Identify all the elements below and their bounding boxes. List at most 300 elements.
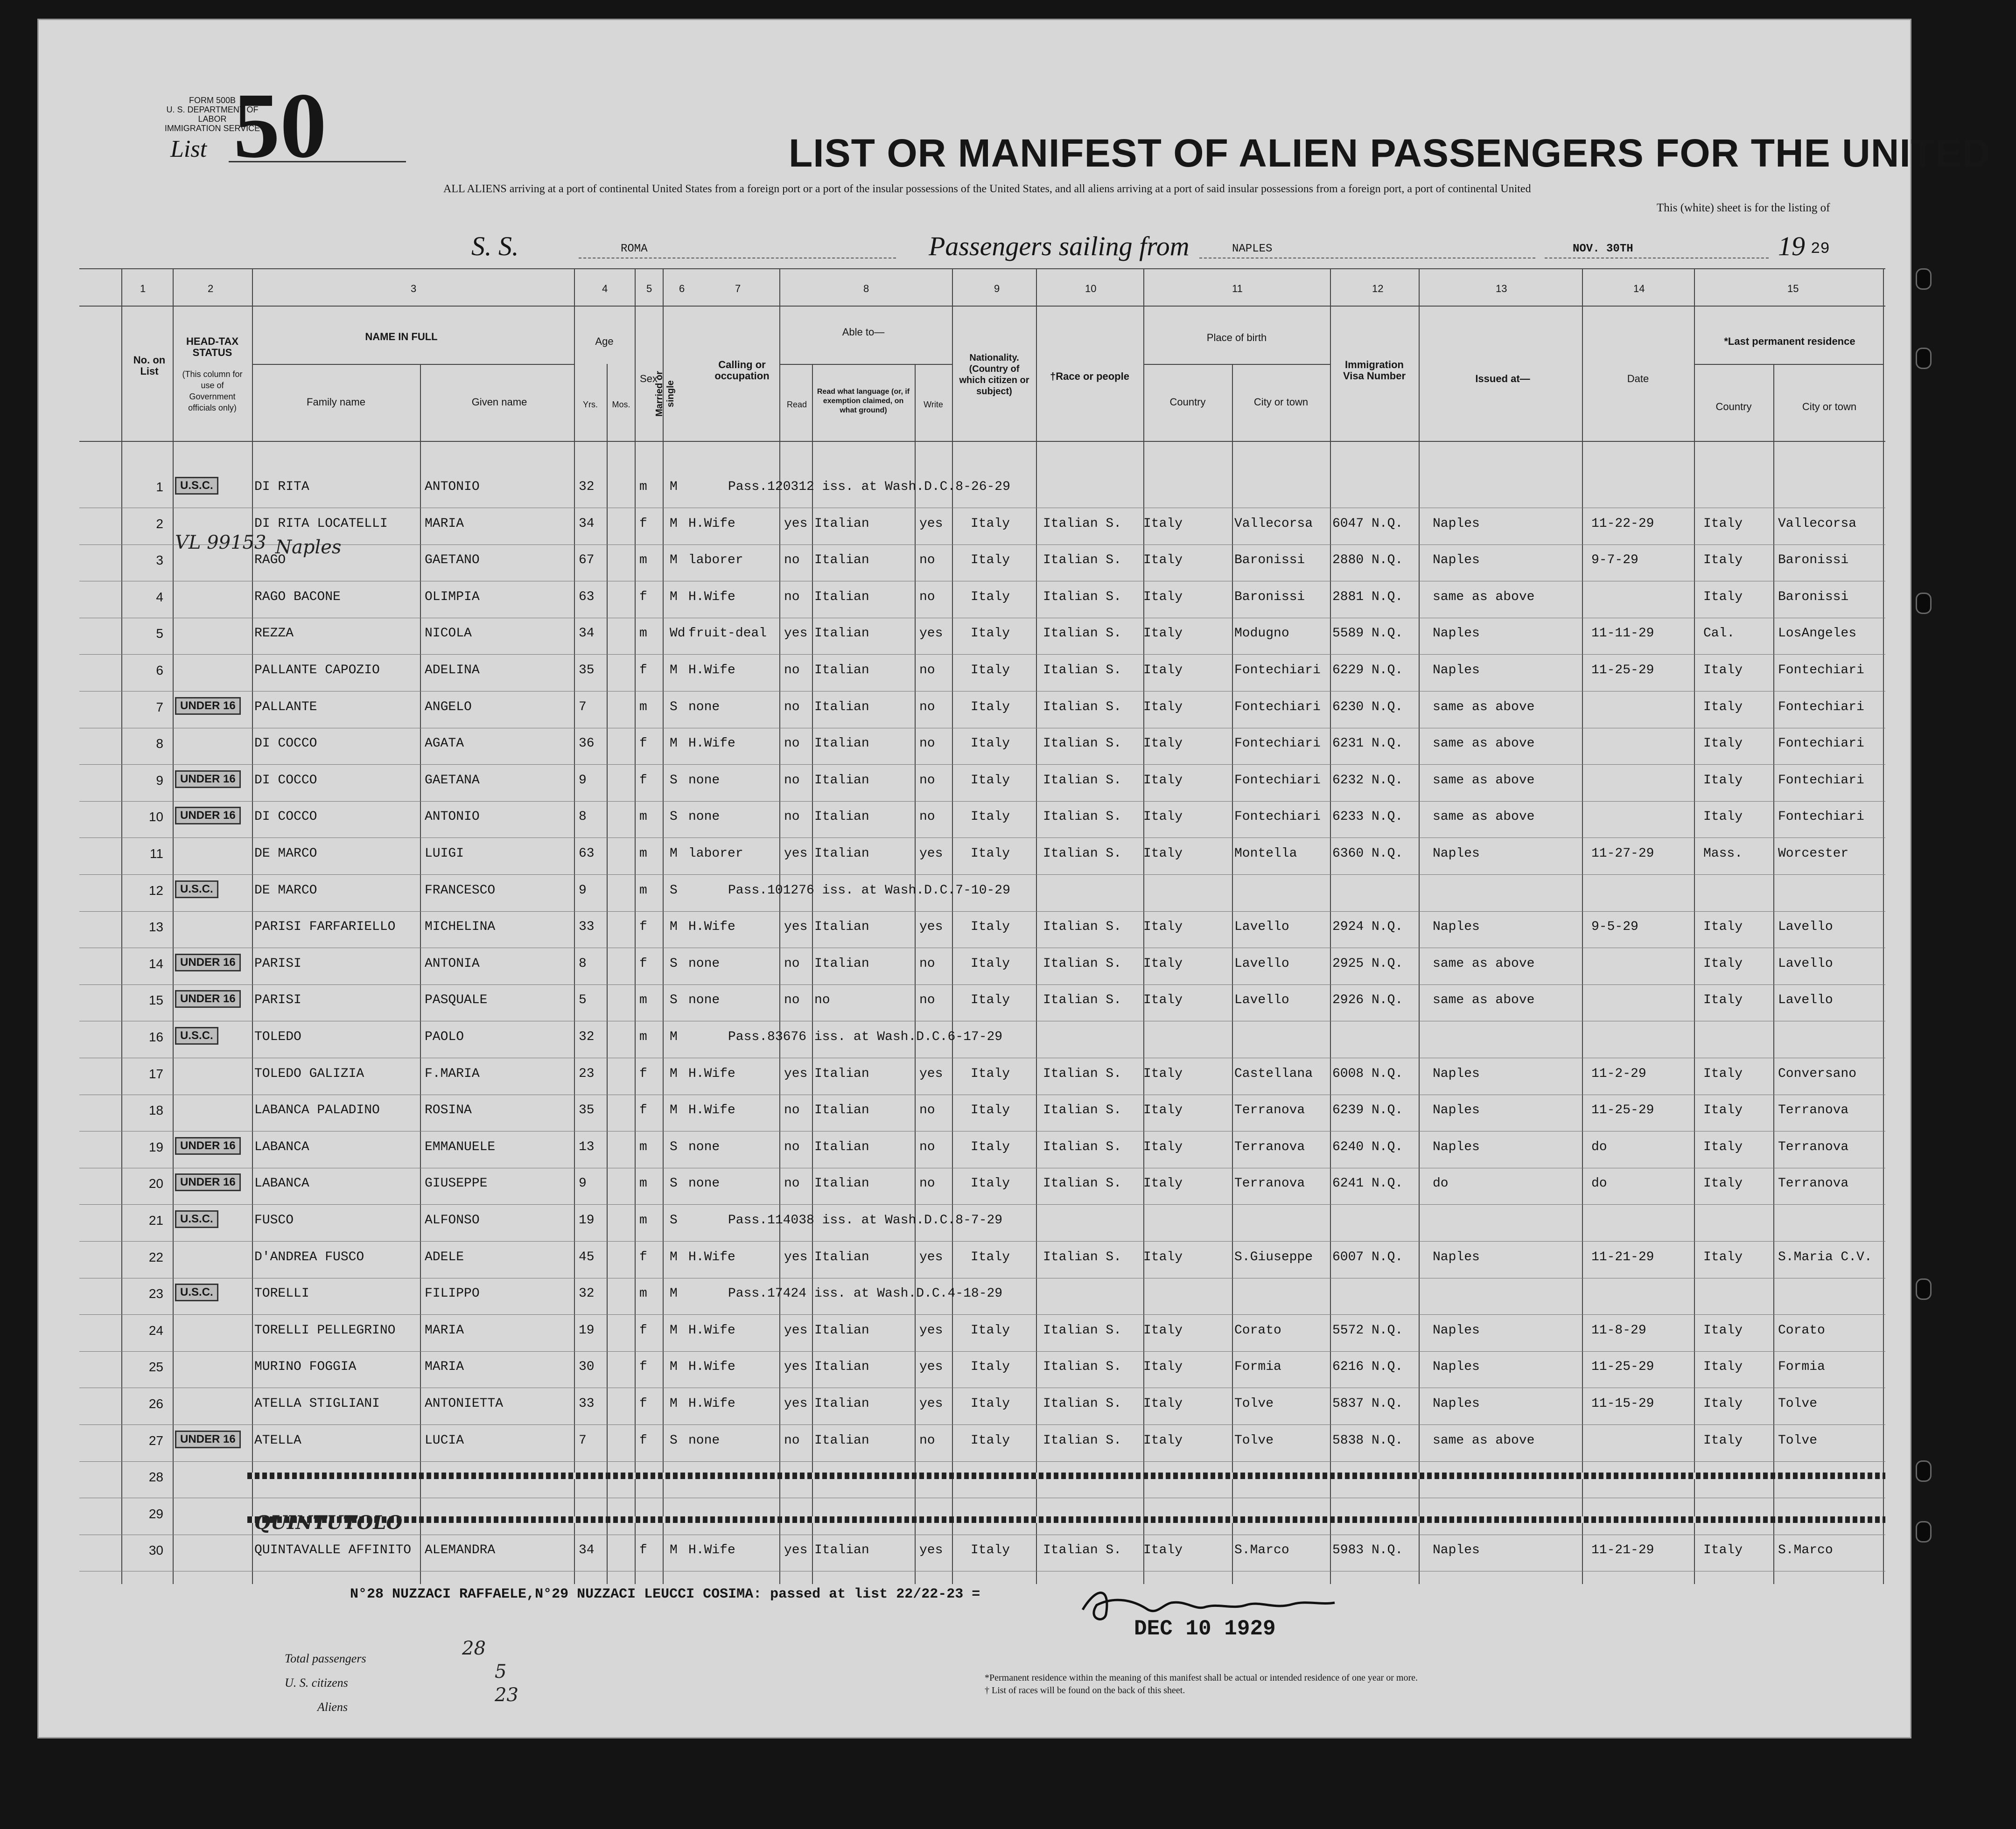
row-number: 29 [148, 1506, 163, 1521]
header-read-language: Read what language (or, if exemption claimed, on what ground) [817, 388, 910, 414]
birth-country: Italy [1143, 1176, 1183, 1191]
residence-city: Baronissi [1778, 589, 1849, 604]
table-row [79, 838, 1885, 875]
row-number: 11 [149, 846, 163, 861]
issue-date: 11-21-29 [1591, 1543, 1654, 1558]
row-number: 16 [148, 1030, 163, 1044]
table-row [79, 948, 1885, 985]
table-row [79, 1388, 1885, 1425]
can-read: yes [784, 920, 808, 935]
row-number: 18 [148, 1103, 163, 1118]
issued-at: Naples [1433, 1066, 1480, 1081]
residence-city: Tolve [1778, 1433, 1818, 1448]
aliens-value: 23 [495, 1684, 518, 1706]
visa-number: 6047 N.Q. [1332, 516, 1403, 531]
header-name-in-full: NAME IN FULL [365, 331, 438, 342]
handwritten-visa-ref: VL 99153 [175, 532, 266, 553]
family-name: DI COCCO [254, 773, 317, 788]
read-language: Italian [814, 1543, 869, 1558]
family-name: D'ANDREA FUSCO [254, 1250, 364, 1264]
given-name: ANTONIETTA [425, 1396, 504, 1411]
issue-date: 11-21-29 [1591, 1250, 1654, 1264]
sex: m [639, 1176, 647, 1191]
issued-at: same as above [1433, 589, 1535, 604]
row-number: 3 [156, 553, 163, 568]
issue-date: 11-8-29 [1591, 1323, 1646, 1338]
birth-city: Fontechiari [1234, 773, 1321, 788]
can-read: yes [784, 1360, 808, 1375]
race: Italian S. [1043, 663, 1122, 677]
age-years: 34 [579, 1543, 595, 1558]
can-read: yes [784, 1323, 808, 1338]
table-row [79, 984, 1885, 1021]
birth-city: Terranova [1234, 1139, 1305, 1154]
birth-country: Italy [1143, 920, 1183, 935]
nationality: Italy [971, 589, 1010, 604]
family-name: LABANCA [254, 1176, 309, 1191]
can-write: yes [919, 626, 943, 641]
race: Italian S. [1043, 1396, 1122, 1411]
birth-country: Italy [1143, 736, 1183, 751]
nationality: Italy [971, 1543, 1010, 1558]
birth-country: Italy [1143, 1433, 1183, 1448]
sex: f [639, 663, 647, 677]
header-calling: Calling or occupation [714, 359, 770, 382]
ss-label: S. S. [471, 231, 519, 261]
marital-status: M [670, 480, 678, 494]
given-name: GIUSEPPE [425, 1176, 488, 1191]
nationality: Italy [971, 1360, 1010, 1375]
col-number: 1 [140, 283, 146, 294]
family-name: ATELLA STIGLIANI [254, 1396, 380, 1411]
birth-city: Tolve [1234, 1396, 1274, 1411]
aliens-label: Aliens [317, 1700, 348, 1714]
age-years: 7 [579, 1433, 587, 1448]
residence-country: Italy [1703, 956, 1743, 971]
birth-country: Italy [1143, 993, 1183, 1008]
sex: m [639, 846, 647, 861]
sex: f [639, 1396, 647, 1411]
visa-number: 5838 N.Q. [1332, 1433, 1403, 1448]
row-number: 14 [148, 956, 163, 971]
occupation: none [688, 699, 720, 714]
sex: m [639, 1213, 647, 1228]
visa-number: 2926 N.Q. [1332, 993, 1403, 1008]
residence-country: Cal. [1703, 626, 1735, 641]
occupation: none [688, 810, 720, 824]
grid-header-bottom [79, 441, 1885, 442]
table-row [79, 1168, 1885, 1205]
birth-city: Modugno [1234, 626, 1289, 641]
marital-status: S [670, 810, 678, 824]
residence-city: Worcester [1778, 846, 1849, 861]
cancel-line [247, 1516, 1885, 1523]
total-passengers-value: 28 [462, 1638, 486, 1659]
issued-at: same as above [1433, 1433, 1535, 1448]
nationality: Italy [971, 1250, 1010, 1264]
table-row [79, 1351, 1885, 1388]
can-read: no [784, 1103, 800, 1118]
can-write: yes [919, 920, 943, 935]
can-read: no [784, 663, 800, 677]
header-no-on-list: No. on List [133, 354, 166, 377]
head-tax-status-stamp: U.S.C. [175, 1284, 218, 1301]
head-tax-status-stamp: U.S.C. [175, 1027, 218, 1045]
can-write: no [919, 699, 935, 714]
marital-status: S [670, 956, 678, 971]
header-able-to: Able to— [842, 326, 885, 338]
birth-country: Italy [1143, 773, 1183, 788]
family-name: PARISI [254, 993, 301, 1008]
visa-number: 6007 N.Q. [1332, 1250, 1403, 1264]
residence-city: Tolve [1778, 1396, 1818, 1411]
residence-country: Italy [1703, 736, 1743, 751]
age-years: 7 [579, 699, 587, 714]
read-language: Italian [814, 553, 869, 568]
row-number: 1 [156, 480, 163, 494]
given-name: FRANCESCO [425, 883, 496, 898]
birth-city: Castellana [1234, 1066, 1313, 1081]
family-name: PALLANTE CAPOZIO [254, 663, 380, 677]
residence-city: Formia [1778, 1360, 1825, 1375]
can-read: no [784, 553, 800, 568]
sex: m [639, 1139, 647, 1154]
birth-country: Italy [1143, 589, 1183, 604]
residence-city: Terranova [1778, 1139, 1849, 1154]
can-write: yes [919, 1250, 943, 1264]
residence-country: Italy [1703, 1323, 1743, 1338]
residence-city: S.Marco [1778, 1543, 1833, 1558]
sex: m [639, 553, 647, 568]
visa-number: 6008 N.Q. [1332, 1066, 1403, 1081]
subheader-line [1143, 364, 1330, 365]
header-res-city: City or town [1802, 401, 1857, 412]
given-name: PASQUALE [425, 993, 488, 1008]
port-name: NAPLES [1232, 243, 1273, 255]
nationality: Italy [971, 1066, 1010, 1081]
header-birth-city: City or town [1253, 396, 1309, 408]
can-write: no [919, 736, 935, 751]
occupation: H.Wife [688, 1250, 735, 1264]
nationality: Italy [971, 516, 1010, 531]
age-years: 9 [579, 883, 587, 898]
table-row [79, 655, 1885, 691]
residence-city: Fontechiari [1778, 699, 1864, 714]
issued-at: Naples [1433, 1250, 1480, 1264]
birth-country: Italy [1143, 1323, 1183, 1338]
table-row [79, 471, 1885, 508]
table-row [79, 1058, 1885, 1095]
total-passengers-label: Total passengers [285, 1652, 366, 1665]
family-name: PARISI [254, 956, 301, 971]
row-number: 10 [148, 810, 163, 824]
residence-country: Italy [1703, 1176, 1743, 1191]
row-number: 21 [148, 1213, 163, 1228]
read-language: Italian [814, 1066, 869, 1081]
row-number: 13 [148, 920, 163, 935]
residence-country: Italy [1703, 1543, 1743, 1558]
read-language: Italian [814, 1139, 869, 1154]
sex: f [639, 1103, 647, 1118]
cancel-line [247, 1473, 1885, 1479]
issue-date: 11-25-29 [1591, 1360, 1654, 1375]
issued-at: same as above [1433, 699, 1535, 714]
birth-city: Tolve [1234, 1433, 1274, 1448]
age-years: 33 [579, 1396, 595, 1411]
occupation: none [688, 956, 720, 971]
col-number: 4 [602, 283, 608, 294]
age-years: 32 [579, 480, 595, 494]
marital-status: Wd [670, 626, 686, 641]
sex: m [639, 626, 647, 641]
occupation: H.Wife [688, 1396, 735, 1411]
issue-date: 11-15-29 [1591, 1396, 1654, 1411]
given-name: ALFONSO [425, 1213, 480, 1228]
age-years: 32 [579, 1286, 595, 1301]
row-number: 23 [148, 1286, 163, 1301]
age-years: 63 [579, 589, 595, 604]
age-years: 63 [579, 846, 595, 861]
read-language: Italian [814, 736, 869, 751]
race: Italian S. [1043, 699, 1122, 714]
nationality: Italy [971, 920, 1010, 935]
col-number: 11 [1232, 283, 1243, 294]
read-language: Italian [814, 699, 869, 714]
issued-at: do [1433, 1176, 1449, 1191]
given-name: LUIGI [425, 846, 464, 861]
nationality: Italy [971, 773, 1010, 788]
age-years: 36 [579, 736, 595, 751]
head-tax-status-stamp: UNDER 16 [175, 807, 241, 824]
birth-city: Formia [1234, 1360, 1281, 1375]
row-number: 19 [148, 1139, 163, 1154]
visa-number: 6240 N.Q. [1332, 1139, 1403, 1154]
age-years: 5 [579, 993, 587, 1008]
can-write: no [919, 663, 935, 677]
list-underline [229, 161, 406, 162]
nationality: Italy [971, 663, 1010, 677]
head-tax-status-stamp: U.S.C. [175, 477, 218, 495]
residence-city: Corato [1778, 1323, 1825, 1338]
issued-at: same as above [1433, 993, 1535, 1008]
occupation: H.Wife [688, 920, 735, 935]
ship-name: ROMA [621, 243, 648, 255]
visa-number: 6229 N.Q. [1332, 663, 1403, 677]
race: Italian S. [1043, 626, 1122, 641]
birth-country: Italy [1143, 626, 1183, 641]
read-language: Italian [814, 846, 869, 861]
visa-number: 5983 N.Q. [1332, 1543, 1403, 1558]
can-read: yes [784, 1543, 808, 1558]
can-read: yes [784, 1396, 808, 1411]
row-number: 22 [148, 1250, 163, 1264]
row-number: 30 [148, 1543, 163, 1558]
birth-city: S.Marco [1234, 1543, 1289, 1558]
marital-status: M [670, 920, 678, 935]
race: Italian S. [1043, 993, 1122, 1008]
read-language: Italian [814, 626, 869, 641]
visa-number: 6241 N.Q. [1332, 1176, 1403, 1191]
birth-city: Fontechiari [1234, 810, 1321, 824]
occupation: none [688, 1176, 720, 1191]
occupation: none [688, 1139, 720, 1154]
age-years: 35 [579, 1103, 595, 1118]
age-years: 32 [579, 1030, 595, 1044]
table-row [79, 1205, 1885, 1242]
footnote-races: † List of races will be found on the back of this sheet. [985, 1685, 1185, 1696]
given-name: PAOLO [425, 1030, 464, 1044]
occupation: laborer [688, 846, 743, 861]
punch-hole [1916, 1460, 1932, 1482]
col-number: 6 [679, 283, 685, 294]
issued-at: Naples [1433, 1360, 1480, 1375]
row-number: 28 [148, 1470, 163, 1485]
race: Italian S. [1043, 846, 1122, 861]
given-name: EMMANUELE [425, 1139, 496, 1154]
birth-city: Fontechiari [1234, 736, 1321, 751]
grid-top [79, 268, 1885, 269]
race: Italian S. [1043, 956, 1122, 971]
occupation: none [688, 1433, 720, 1448]
can-write: yes [919, 516, 943, 531]
birth-country: Italy [1143, 956, 1183, 971]
punch-hole [1916, 348, 1932, 369]
race: Italian S. [1043, 1103, 1122, 1118]
service-label: IMMIGRATION SERVICE [164, 124, 260, 133]
read-language: Italian [814, 773, 869, 788]
nationality: Italy [971, 956, 1010, 971]
given-name: ANTONIA [425, 956, 480, 971]
can-write: no [919, 1103, 935, 1118]
table-row [79, 618, 1885, 655]
birth-city: Montella [1234, 846, 1297, 861]
read-language: no [814, 993, 830, 1008]
header-nationality: Nationality. (Country of which citizen or subject) [959, 353, 1029, 397]
can-read: yes [784, 1066, 808, 1081]
can-write: no [919, 993, 935, 1008]
marital-status: M [670, 1250, 678, 1264]
family-name: ATELLA [254, 1433, 301, 1448]
form-number: FORM 500B [189, 96, 236, 105]
issued-at: Naples [1433, 516, 1480, 531]
row-number: 6 [156, 663, 163, 677]
handwritten-naples: Naples [275, 537, 342, 558]
age-years: 33 [579, 920, 595, 935]
row-number: 5 [156, 626, 163, 641]
birth-country: Italy [1143, 663, 1183, 677]
read-language: Italian [814, 1103, 869, 1118]
birth-city: Lavello [1234, 993, 1289, 1008]
col-number: 15 [1787, 283, 1799, 294]
sex: f [639, 589, 647, 604]
birth-city: Fontechiari [1234, 663, 1321, 677]
can-write: no [919, 589, 935, 604]
visa-number: 5589 N.Q. [1332, 626, 1403, 641]
marital-status: S [670, 773, 678, 788]
year-suffix: 29 [1811, 240, 1830, 258]
race: Italian S. [1043, 516, 1122, 531]
row-number: 27 [148, 1433, 163, 1448]
can-write: no [919, 810, 935, 824]
residence-country: Italy [1703, 1360, 1743, 1375]
table-row [79, 1131, 1885, 1168]
age-years: 13 [579, 1139, 595, 1154]
family-name: DI RITA LOCATELLI [254, 516, 388, 531]
header-mos: Mos. [612, 400, 630, 409]
residence-country: Italy [1703, 1066, 1743, 1081]
birth-country: Italy [1143, 1250, 1183, 1264]
read-language: Italian [814, 956, 869, 971]
birth-city: S.Giuseppe [1234, 1250, 1313, 1264]
birth-country: Italy [1143, 846, 1183, 861]
birth-country: Italy [1143, 1066, 1183, 1081]
row-number: 2 [156, 516, 163, 531]
marital-status: M [670, 1360, 678, 1375]
family-name: TOLEDO GALIZIA [254, 1066, 364, 1081]
occupation: H.Wife [688, 1543, 735, 1558]
us-citizens-label: U. S. citizens [285, 1676, 348, 1689]
issue-date: 11-2-29 [1591, 1066, 1646, 1081]
row-number: 8 [156, 736, 163, 751]
family-name: RAGO BACONE [254, 589, 341, 604]
head-tax-status-stamp: UNDER 16 [175, 1137, 241, 1155]
table-row [79, 911, 1885, 948]
birth-country: Italy [1143, 699, 1183, 714]
given-name: AGATA [425, 736, 464, 751]
birth-city: Terranova [1234, 1176, 1305, 1191]
col-number: 10 [1085, 283, 1097, 294]
race: Italian S. [1043, 1176, 1122, 1191]
read-language: Italian [814, 1250, 869, 1264]
visa-number: 6216 N.Q. [1332, 1360, 1403, 1375]
given-name: ANGELO [425, 699, 472, 714]
issue-date: 9-7-29 [1591, 553, 1638, 568]
birth-country: Italy [1143, 1396, 1183, 1411]
can-read: no [784, 736, 800, 751]
footnote-residence: *Permanent residence within the meaning of this manifest shall be actual or intended residence of one year or more. [985, 1673, 1418, 1683]
residence-city: Terranova [1778, 1176, 1849, 1191]
can-write: yes [919, 846, 943, 861]
can-read: yes [784, 516, 808, 531]
head-tax-status-stamp: UNDER 16 [175, 954, 241, 971]
table-row [79, 508, 1885, 545]
visa-number: 5837 N.Q. [1332, 1396, 1403, 1411]
given-name: ALEMANDRA [425, 1543, 496, 1558]
residence-country: Italy [1703, 663, 1743, 677]
can-read: yes [784, 1250, 808, 1264]
occupation: H.Wife [688, 663, 735, 677]
sail-date: NOV. 30TH [1573, 243, 1633, 255]
table-row [79, 581, 1885, 618]
table-row [79, 765, 1885, 802]
table-row [79, 1278, 1885, 1315]
residence-country: Italy [1703, 920, 1743, 935]
passport-note: Pass.120312 iss. at Wash.D.C.8-26-29 [728, 480, 1010, 494]
header-head-tax: HEAD-TAX STATUS [186, 335, 239, 358]
read-language: Italian [814, 1176, 869, 1191]
family-name: DE MARCO [254, 883, 317, 898]
can-write: no [919, 1176, 935, 1191]
issue-date: do [1591, 1139, 1607, 1154]
occupation: H.Wife [688, 1103, 735, 1118]
can-read: no [784, 1176, 800, 1191]
read-language: Italian [814, 1323, 869, 1338]
residence-city: Lavello [1778, 920, 1833, 935]
row-number: 26 [148, 1396, 163, 1411]
race: Italian S. [1043, 810, 1122, 824]
can-write: yes [919, 1066, 943, 1081]
table-row [79, 1535, 1885, 1571]
